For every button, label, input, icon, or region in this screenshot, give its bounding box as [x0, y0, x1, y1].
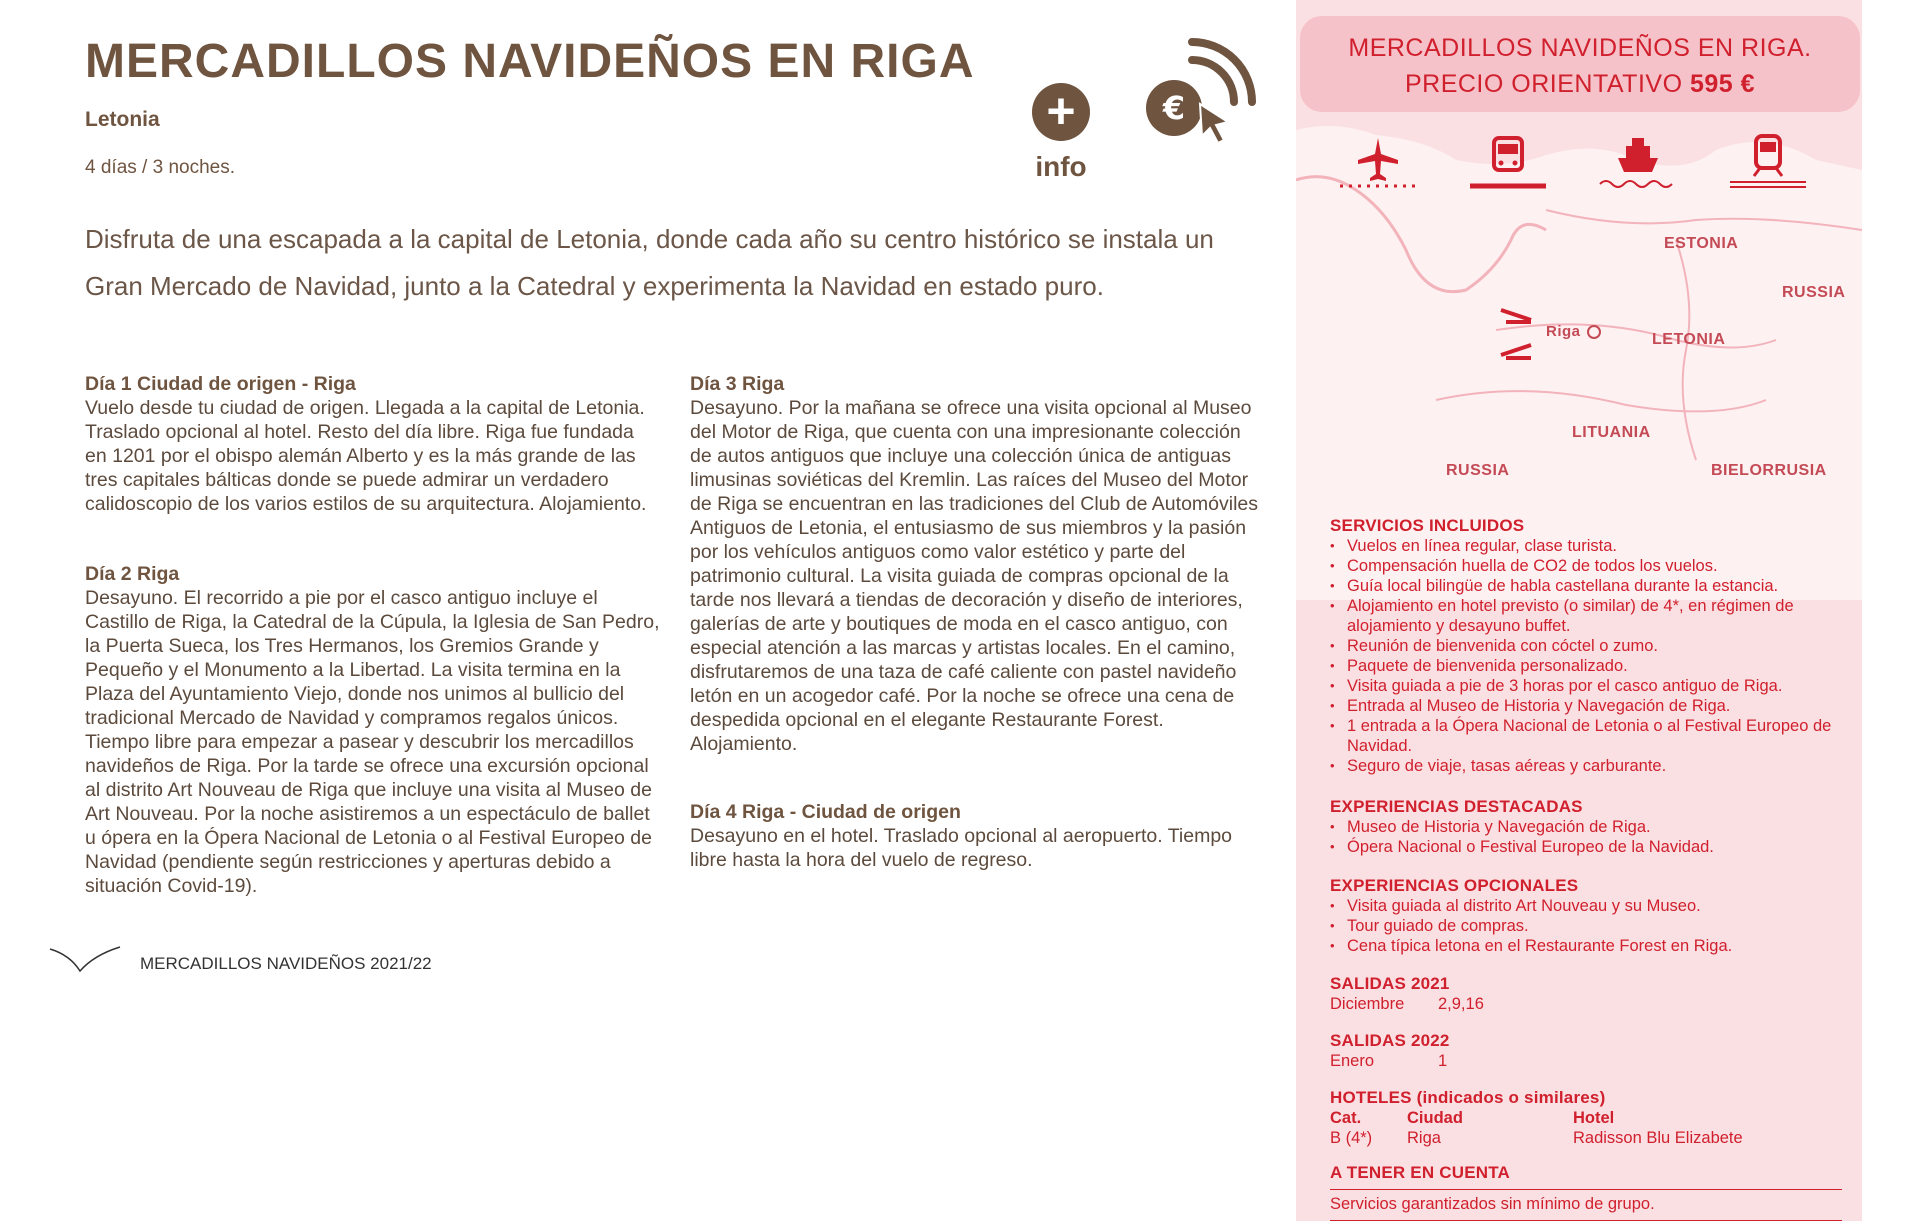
plane-icon: [1338, 130, 1418, 195]
price-box-title: MERCADILLOS NAVIDEÑOS EN RIGA.: [1348, 34, 1812, 62]
hotel-name: Radisson Blu Elizabete: [1573, 1129, 1743, 1147]
list-item: • Reunión de bienvenida con cóctel o zumo.: [1330, 636, 1850, 656]
list-item: • Museo de Historia y Navegación de Riga.: [1330, 817, 1850, 837]
list-item: • Compensación huella de CO2 de todos los vuelos.: [1330, 556, 1850, 576]
itinerary-day-4: [690, 800, 1265, 872]
list-item: • Tour guiado de compras.: [1330, 916, 1850, 936]
itinerary-day-3: [690, 372, 1265, 756]
hotels-header: Cat.: [1330, 1109, 1362, 1127]
map-label: RUSSIA: [1782, 284, 1846, 301]
divider: [1330, 1189, 1842, 1190]
day-title: Día 1 Ciudad de origen - Riga: [85, 373, 356, 395]
trip-duration: 4 días / 3 noches.: [85, 157, 235, 178]
train-icon: [1728, 130, 1808, 195]
section-title: EXPERIENCIAS OPCIONALES: [1330, 876, 1579, 895]
day-title: Día 2 Riga: [85, 563, 180, 585]
footer-label: MERCADILLOS NAVIDEÑOS 2021/22: [140, 954, 432, 973]
hotels-header: Ciudad: [1407, 1109, 1463, 1127]
departures-2021: [1330, 974, 1850, 1014]
svg-text:€: €: [1162, 89, 1186, 127]
price-line: [1300, 66, 1860, 102]
list-item: • Seguro de viaje, tasas aéreas y carburante.: [1330, 756, 1850, 776]
departure-days: 1: [1438, 1052, 1448, 1070]
services-included: [1330, 516, 1850, 776]
section-title: SERVICIOS INCLUIDOS: [1330, 516, 1525, 535]
page-title: MERCADILLOS NAVIDEÑOS EN RIGA: [85, 35, 975, 88]
list-item: • Visita guiada a pie de 3 horas por el casco antiguo de Riga.: [1330, 676, 1850, 696]
map-label: ESTONIA: [1664, 235, 1739, 252]
map-label: BIELORRUSIA: [1711, 462, 1827, 479]
list-item: • 1 entrada a la Ópera Nacional de Letonia o al Festival Europeo de Navidad.: [1330, 716, 1850, 756]
country-subtitle: Letonia: [85, 108, 160, 131]
notes-section: [1330, 1163, 1850, 1221]
bus-icon: [1468, 130, 1548, 195]
day-description: Desayuno. Por la mañana se ofrece una visita opcional al Museo del Motor de Riga, que cuenta con una impresionante colección de autos antiguos que incluye una colección única de antiguas limusinas soviéticas del Kremlin. Las raíces del Museo del Motor de Riga se encuentran en las tradiciones del Club de Automóviles Antiguos de Letonia, el entusiasmo de sus miembros y la pasión por los vehículos antiguos como valor estético y parte del patrimonio cultural. La visita guiada de compras opcional de la tarde nos llevará a tiendas de decoración y diseño de interiores, galerías de arte y boutiques de moda en el casco antiguo, con especial atención a las marcas y artistas locales. En el camino, disfrutaremos de una taza de café caliente con pastel navideño letón en un acogedor café. Por la noche se ofrece una cena de despedida opcional en el elegante Restaurante Forest. Alojamiento.: [690, 397, 1259, 755]
map-city-label: Riga: [1546, 323, 1581, 340]
list-item: • Alojamiento en hotel previsto (o similar) de 4*, en régimen de alojamiento y desayuno buffet.: [1330, 596, 1850, 636]
section-title: SALIDAS 2021: [1330, 974, 1450, 993]
day-description: Desayuno. El recorrido a pie por el casco antiguo incluye el Castillo de Riga, la Catedral de la Cúpula, la Iglesia de San Pedro, la Puerta Sueca, los Tres Hermanos, los Gremios Grande y Pequeño y el Monumento a la Libertad. La visita termina en la Plaza del Ayuntamiento Viejo, donde nos unimos al bullicio del tradicional Mercado de Navidad y compramos regalos únicos. Tiempo libre para empezar a pasear y descubrir los mercadillos navideños de Riga. Por la tarde se ofrece una excursión opcional al distrito Art Nouveau de Riga que incluye una visita al Museo de Art Nouveau. Por la noche asistiremos a un espectáculo de ballet u ópera en la Ópera Nacional de Letonia o al Festival Europeo de Navidad (pendiente según restricciones y aperturas debido a situación Covid-19).: [85, 587, 660, 897]
price-value: 595 €: [1689, 70, 1756, 98]
itinerary-day-1: [85, 372, 655, 516]
itinerary-day-2: [85, 562, 660, 898]
section-title: HOTELES (indicados o similares): [1330, 1088, 1606, 1107]
map-label: RUSSIA: [1446, 462, 1510, 479]
list-item: • Entrada al Museo de Historia y Navegación de Riga.: [1330, 696, 1850, 716]
departure-month: Diciembre: [1330, 995, 1405, 1013]
euro-click-icon[interactable]: [1140, 30, 1260, 155]
departure-month: Enero: [1330, 1052, 1375, 1070]
note-text: Servicios garantizados sin mínimo de grupo.: [1330, 1195, 1655, 1213]
info-label: info: [1035, 151, 1087, 182]
hotel-city: Riga: [1407, 1129, 1441, 1147]
departure-days: 2,9,16: [1438, 995, 1484, 1013]
info-button[interactable]: [1025, 83, 1097, 183]
map-label: LETONIA: [1652, 331, 1726, 348]
ship-icon: [1598, 130, 1678, 195]
list-item: • Visita guiada al distrito Art Nouveau y su Museo.: [1330, 896, 1850, 916]
list-item: • Ópera Nacional o Festival Europeo de la Navidad.: [1330, 837, 1850, 857]
experiences-highlighted: [1330, 797, 1850, 857]
price-label: PRECIO ORIENTATIVO: [1404, 70, 1683, 98]
brand-wing-icon: [48, 945, 123, 975]
day-title: Día 3 Riga: [690, 373, 785, 395]
list-item: • Paquete de bienvenida personalizado.: [1330, 656, 1850, 676]
list-item: • Cena típica letona en el Restaurante Forest en Riga.: [1330, 936, 1850, 956]
intro-paragraph: Disfruta de una escapada a la capital de Letonia, donde cada año su centro histórico se instala un Gran Mercado de Navidad, junto a la Catedral y experimenta la Navidad en estado puro.: [85, 224, 1214, 301]
day-description: Desayuno en el hotel. Traslado opcional al aeropuerto. Tiempo libre hasta la hora del vuelo de regreso.: [690, 825, 1233, 871]
section-title: SALIDAS 2022: [1330, 1031, 1450, 1050]
hotels-header: Hotel: [1573, 1109, 1615, 1127]
hotels-section: [1330, 1088, 1850, 1148]
day-title: Día 4 Riga - Ciudad de origen: [690, 801, 961, 823]
list-item: • Guía local bilingüe de habla castellana durante la estancia.: [1330, 576, 1850, 596]
list-item: • Vuelos en línea regular, clase turista.: [1330, 536, 1850, 556]
departures-2022: [1330, 1031, 1850, 1071]
section-title: A TENER EN CUENTA: [1330, 1163, 1511, 1182]
map-label: LITUANIA: [1572, 424, 1651, 441]
price-box: [1300, 16, 1860, 112]
plus-icon: +: [1032, 83, 1090, 141]
hotel-category: B (4*): [1330, 1129, 1373, 1147]
section-title: EXPERIENCIAS DESTACADAS: [1330, 797, 1583, 816]
day-description: Vuelo desde tu ciudad de origen. Llegada a la capital de Letonia. Traslado opcional al hotel. Resto del día libre. Riga fue fundada en 1201 por el obispo alemán Alberto y es la más grande de las tres capitales bálticas donde se puede admirar un verdadero calidoscopio de los varios estilos de su arquitectura. Alojamiento.: [85, 397, 647, 515]
experiences-optional: [1330, 876, 1850, 956]
